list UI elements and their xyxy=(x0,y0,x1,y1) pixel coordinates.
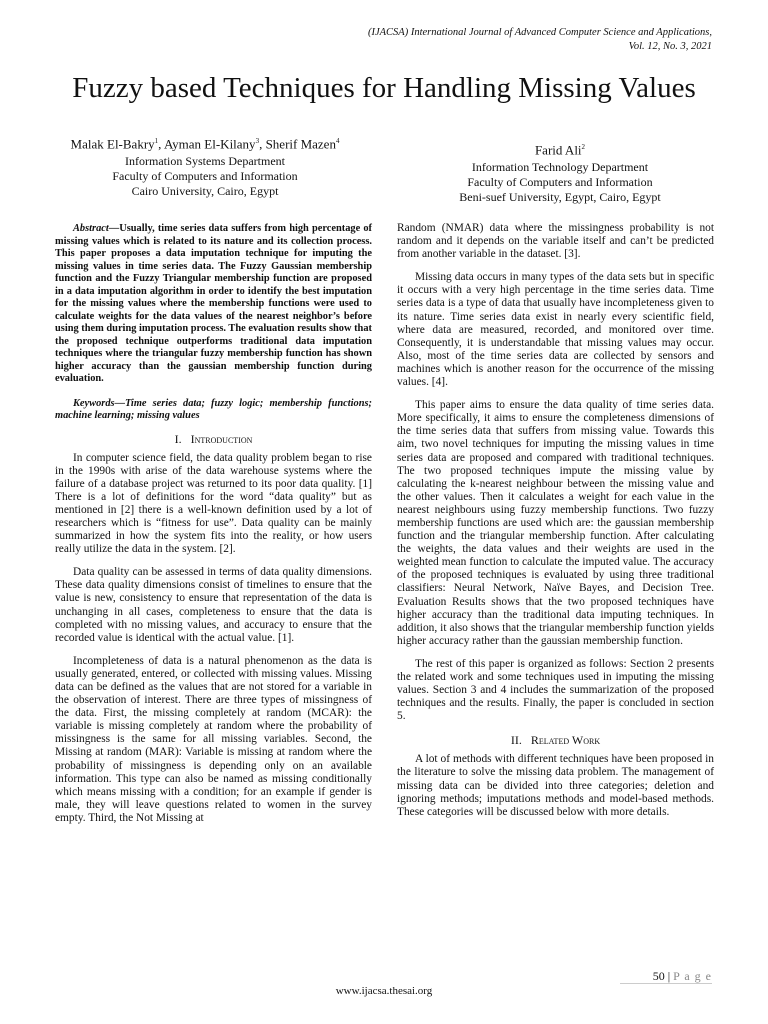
author-affiliation-line: Information Technology Department xyxy=(471,160,649,175)
abstract xyxy=(55,223,372,386)
page-number-value: 50 xyxy=(652,969,665,983)
author-affiliation-marker: 1 xyxy=(154,137,159,145)
right-column xyxy=(397,222,714,829)
author-names-right xyxy=(395,139,725,158)
author-affiliation-line: Beni-suef University, Egypt, Cairo, Egypt xyxy=(459,190,661,205)
paragraph: A lot of methods with different techniques have been proposed in the literature to solve the missing data problem. The management of missing data can be divided into three categories; deletion and ignoring methods; imputations methods and model-based methods. These categories will be discussed below with more details. xyxy=(397,753,714,818)
left-column xyxy=(55,223,372,835)
page-label: P a g e xyxy=(673,969,712,983)
author-separator: , xyxy=(158,136,164,152)
journal-header xyxy=(252,26,712,54)
paragraph: The rest of this paper is organized as follows: Section 2 presents the related work and some techniques used in imputing the missing values. Section 3 and 4 includes the summarization of the proposed techniques and the results. Finally, the paper is concluded in section 5. xyxy=(397,657,714,723)
paragraph: In computer science field, the data quality problem began to rise in the 1990s with arise of the data warehouse systems where the failure of a database project was returned to its poor data quality. [1] There is a lot of definitions for the word “data quality” but as mentioned in [2] there is a well-known definition used by a lot of researchers which is “fitness for use”. Data quality can be mainly summarized in how the system fits into the reality, or how users really utilize the data in the system. [2]. xyxy=(55,451,372,556)
author-affiliation-marker: 4 xyxy=(335,137,340,145)
section-number: II. xyxy=(510,733,522,748)
journal-name: (IJACSA) International Journal of Advanced Computer Science and Applications, xyxy=(367,27,712,38)
footer-url: www.ijacsa.thesai.org xyxy=(335,985,433,997)
paragraph: Incompleteness of data is a natural phenomenon as the data is usually generated, entered, or collected with missing values. Missing data can be defined as the values that are not stored for a variable in the observation of interest. There are three types of missingness of the data. First, the missing completely at random (MCAR): the variable is missing completely at random where the probability of missingness is the same for all missing variables. Second, the Missing at random (MAR): Variable is missing at random where the probability of missingness is depending only on an available information. This type can also be named as missing conditionally which means missing with a condition; for an example if gender is male, they will leave questions related to women in the survey empty. Third, the Not Missing at xyxy=(55,654,372,824)
author-block-left xyxy=(40,133,370,199)
abstract-text: —Usually, time series data suffers from high percentage of missing values which is related to its nature and its collection process. This paper proposes a data imputation technique for imputing the missing values in time series data. The Fuzzy Gaussian membership function and the Fuzzy Triangular membership function are proposed in a data imputation algorithm in order to identify the best imputation for the missing values where the membership functions were used to calculate weights for the data values of the nearest neighbor’s before using them during imputation process. The evaluation results show that the proposed technique outperforms traditional data imputation techniques where the triangular fuzzy membership function has shown higher accuracy than the gaussian membership function during evaluation. xyxy=(55,223,372,384)
author-name: Sherif Mazen xyxy=(265,136,336,152)
author-names-left xyxy=(40,133,370,152)
author-affiliation-line: Faculty of Computers and Information xyxy=(112,169,298,184)
author-block-right xyxy=(395,139,725,205)
paragraph: Random (NMAR) data where the missingness probability is not random and it depends on the variable itself and can’t be predicted from another variable in the dataset. [3]. xyxy=(397,222,714,261)
author-name: Malak El-Bakry xyxy=(70,136,155,152)
author-affiliation-marker: 3 xyxy=(255,137,260,145)
author-affiliation-line: Faculty of Computers and Information xyxy=(467,175,653,190)
author-affiliation-line: Information Systems Department xyxy=(125,154,285,169)
author-name: Ayman El-Kilany xyxy=(163,136,256,152)
paragraph: This paper aims to ensure the data quality of time series data. More specifically, it aims to ensure the completeness dimensions of the time series data that suffers from missing value. Towards this aim, two novel techniques for imputing the missing values in time series data are proposed and compared with traditional techniques. The two proposed techniques impute the missing value by calculating the k-nearest neighbour between the missing value and the other values. Then it calculates a weight for each value in the nearest neighbours using fuzzy membership functions. Two fuzzy membership functions are used which are: the gaussian membership function and the triangular membership function. After calculating the weights, the data values and their weights are used in the weighted mean function to calculate the imputed value. The accuracy of the proposed techniques is evaluated by using three traditional classifiers: Neural Network, Naïve Bayes, and Decision Tree. Evaluation Results shows that the two proposed techniques have higher accuracy than the traditional data imputing techniques. In addition, it also shows that the triangular membership function yields higher accuracy rather than the gaussian membership function. xyxy=(397,399,714,647)
page-number xyxy=(653,969,712,984)
paragraph: Missing data occurs in many types of the data sets but in specific it occurs with a very high percentage in the time series data. Time series data is a type of data that usually have incompleteness given to its nature. Time series data exist in nearly every scientific field, where data are measured, recorded, and monitored over time. Consequently, it is understandable that missing values may occur. Also, most of the time series data are collected by sensors and machines which is another reason for the occurrence of the missing values. [4]. xyxy=(397,271,714,389)
author-affiliation-marker: 2 xyxy=(581,143,586,151)
footer-rule xyxy=(620,983,712,984)
section-title: Related Work xyxy=(530,733,601,748)
page-number-separator: | xyxy=(664,969,674,983)
author-name: Farid Ali xyxy=(534,142,582,158)
journal-volume: Vol. 12, No. 3, 2021 xyxy=(628,41,712,52)
section-title: Introduction xyxy=(190,431,253,446)
author-separator: , xyxy=(259,136,266,152)
section-heading-introduction xyxy=(55,432,372,446)
section-number: I. xyxy=(174,431,182,446)
abstract-lead: Abstract xyxy=(73,223,109,234)
keywords-text: —Time series data; fuzzy logic; membership functions; machine learning; missing values xyxy=(55,397,372,421)
section-heading-related-work xyxy=(397,733,714,747)
paper-title: Fuzzy based Techniques for Handling Missing Values xyxy=(72,72,696,104)
author-affiliation-line: Cairo University, Cairo, Egypt xyxy=(131,184,279,199)
keywords-lead: Keywords xyxy=(73,397,115,409)
paragraph: Data quality can be assessed in terms of data quality dimensions. These data quality dimensions consist of timelines to ensure that the value is new, consistency to ensure that representation of the data is unchanging in all cases, completeness to ensure that the data is completed with no missing values, and accuracy to ensure that the recorded value is identical with the actual value. [1]. xyxy=(55,566,372,644)
keywords xyxy=(55,398,372,423)
